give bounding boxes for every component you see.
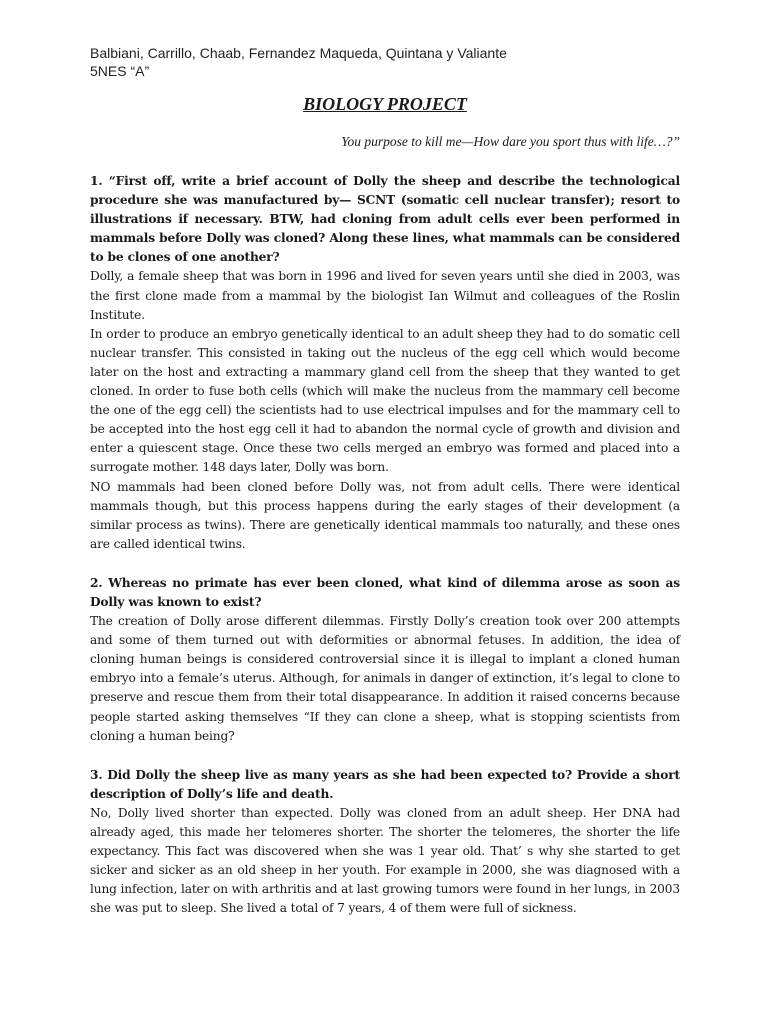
answer-2: [90, 612, 680, 746]
epigraph-quote: You purpose to kill me—How dare you sport thus with life…?”: [341, 134, 680, 149]
section-1: [90, 172, 680, 554]
document-title: BIOLOGY PROJECT: [303, 94, 467, 114]
answer-paragraph: NO mammals had been cloned before Dolly was, not from adult cells. There were identical mammals though, but this process happens during the early stages of their development (a similar process as twins). There are genetically identical mammals too naturally, and these ones are called identical twins.: [90, 479, 680, 551]
section-2: [90, 574, 680, 746]
answer-paragraph: No, Dolly lived shorter than expected. Dolly was cloned from an adult sheep. Her DNA had already aged, this made her telomeres shorter. The shorter the telomeres, the shorter the life expectancy. This fact was discovered when she was 1 year old. That’ s why she started to get sicker and sicker as an old sheep in her youth. For example in 2000, she was diagnosed with a lung infection, later on with arthritis and at last growing tumors were found in her lungs, in 2003 she was put to sleep. She lived a total of 7 years, 4 of them were full of sickness.: [90, 805, 680, 916]
answer-paragraph: The creation of Dolly arose different dilemmas. Firstly Dolly’s creation took over 200 attempts and some of them turned out with deformities or abnormal fetuses. In addition, the idea of cloning human beings is considered controversial since it is illegal to implant a cloned human embryo into a female’s uterus. Although, for animals in danger of extinction, it’s legal to clone to preserve and rescue them from their total disappearance. In addition it raised concerns because people started asking themselves “If they can clone a sheep, what is stopping scientists from cloning a human being?: [90, 614, 680, 743]
answer-paragraph: Dolly, a female sheep that was born in 1996 and lived for seven years until she died in 2003, was the first clone made from a mammal by the biologist Ian Wilmut and colleagues of the Roslin Institute.: [90, 269, 680, 322]
authors-line: Balbiani, Carrillo, Chaab, Fernandez Maqueda, Quintana y Valiante: [90, 45, 507, 61]
course-line: 5NES “A”: [90, 63, 150, 79]
question-2: 2. Whereas no primate has ever been cloned, what kind of dilemma arose as soon as Dolly was known to exist?: [90, 575, 680, 609]
section-3: [90, 766, 680, 919]
question-3: 3. Did Dolly the sheep live as many years as she had been expected to? Provide a short description of Dolly’s life and death.: [90, 767, 680, 801]
answer-1: [90, 267, 680, 553]
question-1: 1. “First off, write a brief account of Dolly the sheep and describe the technological procedure she was manufactured by— SCNT (somatic cell nuclear transfer); resort to illustrations if necessary. BTW, had cloning from adult cells ever been performed in mammals before Dolly was cloned? Along these lines, what mammals can be considered to be clones of one another?: [90, 174, 680, 265]
answer-paragraph: In order to produce an embryo genetically identical to an adult sheep they had to do somatic cell nuclear transfer. This consisted in taking out the nucleus of the egg cell which would become later on the host and extracting a mammary gland cell from the sheep that they wanted to get cloned. In order to fuse both cells (which will make the nucleus from the mammary cell become the one of the egg cell) the scientists had to use electrical impulses and for the mammary cell to be accepted into the host egg cell it had to abandon the normal cycle of growth and division and enter a quiescent stage. Once these two cells merged an embryo was formed and placed into a surrogate mother. 148 days later, Dolly was born.: [90, 326, 680, 475]
answer-3: [90, 804, 680, 919]
